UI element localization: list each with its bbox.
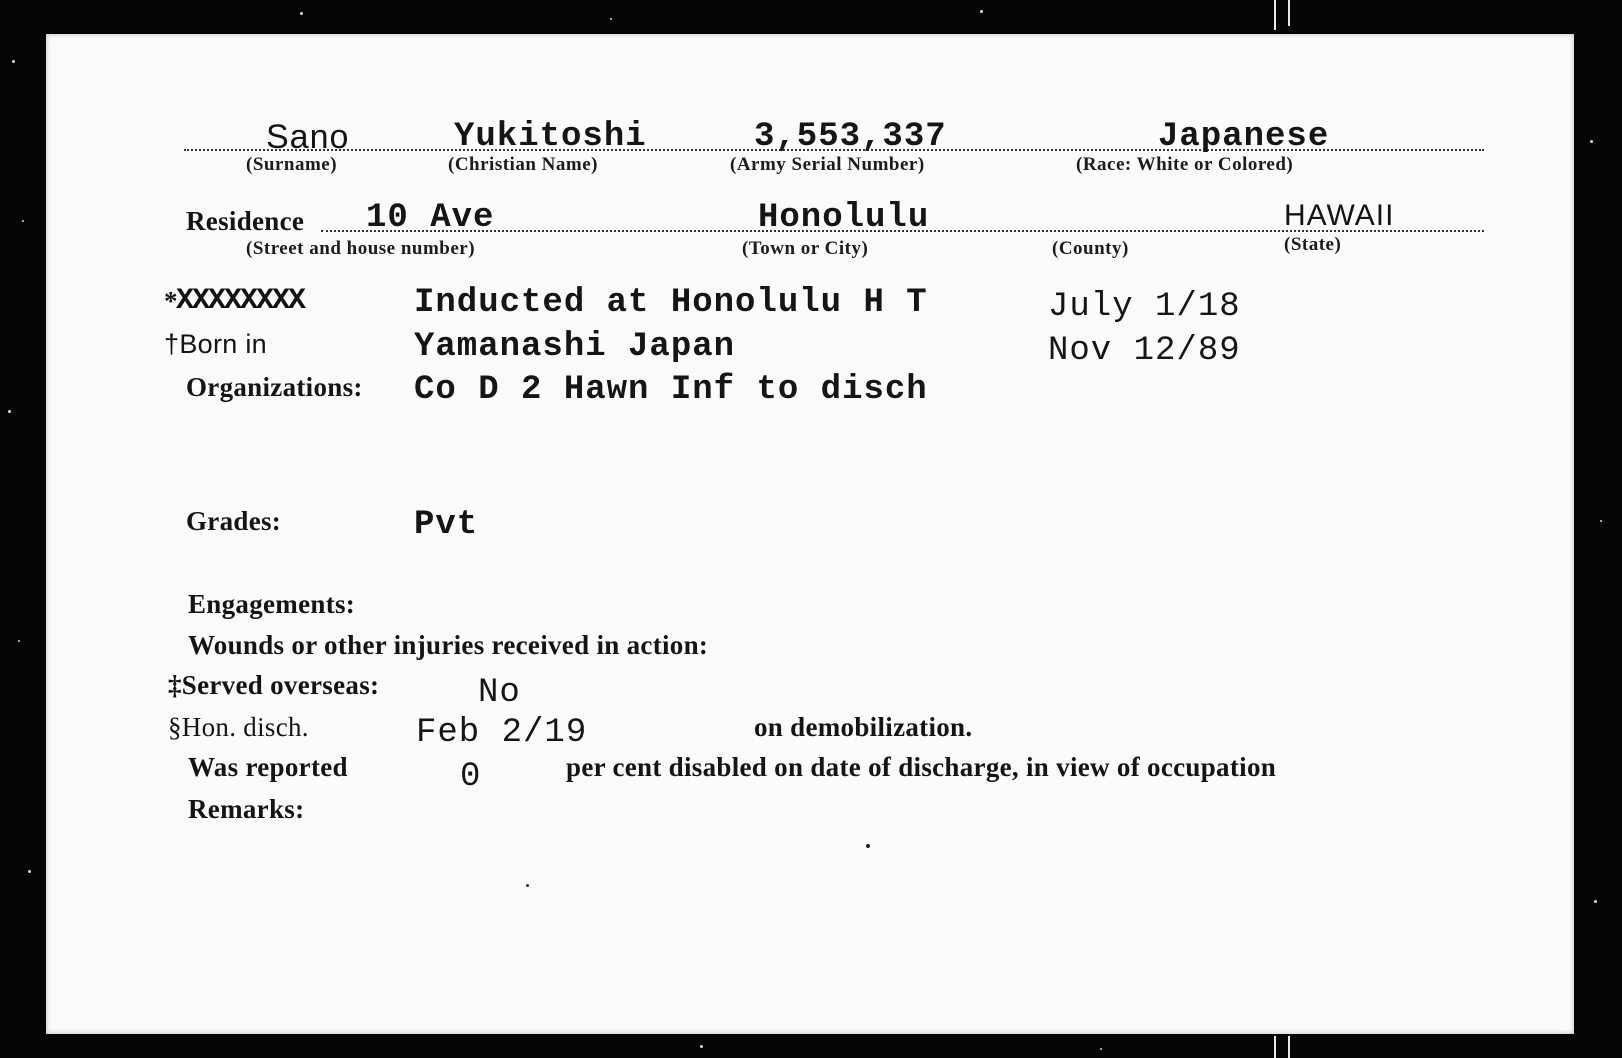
- organizations-value: Co D 2 Hawn Inf to disch: [414, 371, 928, 409]
- inducted-date: July 1/18: [1048, 288, 1241, 326]
- born-label: †Born in: [164, 329, 267, 359]
- record-card: [46, 34, 1574, 1034]
- race-caption: (Race: White or Colored): [1076, 154, 1294, 175]
- street-value: 10 Ave: [366, 199, 495, 237]
- scan-speck: [1600, 520, 1602, 522]
- county-caption: (County): [1052, 238, 1129, 259]
- town-caption: (Town or City): [742, 238, 869, 259]
- race-value: Japanese: [1158, 118, 1330, 156]
- served-overseas-label: ‡Served overseas:: [168, 670, 380, 700]
- street-caption: (Street and house number): [246, 238, 476, 259]
- remarks-label: Remarks:: [188, 794, 305, 824]
- scan-edge-mark: [1288, 0, 1290, 26]
- surname-value: Sano: [266, 118, 350, 156]
- enlisted-label-struck: XXXXXXXX: [176, 284, 305, 318]
- scan-speck: [300, 12, 303, 15]
- christian-name-caption: (Christian Name): [448, 154, 598, 175]
- scan-speck: [980, 10, 983, 13]
- scan-speck: [700, 1045, 703, 1048]
- town-value: Honolulu: [758, 199, 930, 237]
- scan-speck: [18, 640, 20, 642]
- state-value: HAWAII: [1284, 199, 1395, 232]
- scan-speck: [1590, 140, 1593, 143]
- card-speck: [866, 844, 870, 848]
- grades-value: Pvt: [414, 506, 479, 544]
- scan-speck: [12, 60, 15, 63]
- disability-label: Was reported: [188, 752, 348, 782]
- hon-disch-value: Feb 2/19: [416, 714, 588, 752]
- scan-speck: [610, 18, 612, 20]
- state-caption: (State): [1284, 234, 1342, 255]
- scan-speck: [22, 220, 24, 222]
- disability-value: 0: [460, 758, 482, 796]
- card-speck: [526, 884, 529, 887]
- scan-speck: [8, 410, 11, 413]
- wounds-label: Wounds or other injuries received in action:: [188, 630, 709, 660]
- born-value: Yamanashi Japan: [414, 328, 736, 366]
- serial-number-value: 3,553,337: [754, 118, 947, 156]
- served-overseas-value: No: [478, 674, 521, 712]
- disability-suffix: per cent disabled on date of discharge, in view of occupation: [566, 752, 1277, 782]
- surname-caption: (Surname): [246, 154, 338, 175]
- scan-speck: [28, 870, 31, 873]
- scan-edge-mark: [1274, 1036, 1276, 1058]
- inducted-marker: *: [164, 286, 178, 316]
- born-date: Nov 12/89: [1048, 332, 1241, 370]
- serial-number-caption: (Army Serial Number): [730, 154, 925, 175]
- inducted-value: Inducted at Honolulu H T: [414, 284, 928, 322]
- scan-edge-mark: [1288, 1036, 1290, 1058]
- grades-label: Grades:: [186, 506, 282, 536]
- engagements-label: Engagements:: [188, 589, 356, 619]
- scan-speck: [1594, 900, 1597, 903]
- hon-disch-suffix: on demobilization.: [754, 712, 973, 742]
- christian-name-value: Yukitoshi: [454, 118, 647, 156]
- organizations-label: Organizations:: [186, 372, 363, 402]
- hon-disch-label: §Hon. disch.: [168, 712, 309, 742]
- scan-edge-mark: [1274, 0, 1276, 30]
- scan-speck: [1100, 1048, 1102, 1050]
- residence-label: Residence: [186, 206, 305, 236]
